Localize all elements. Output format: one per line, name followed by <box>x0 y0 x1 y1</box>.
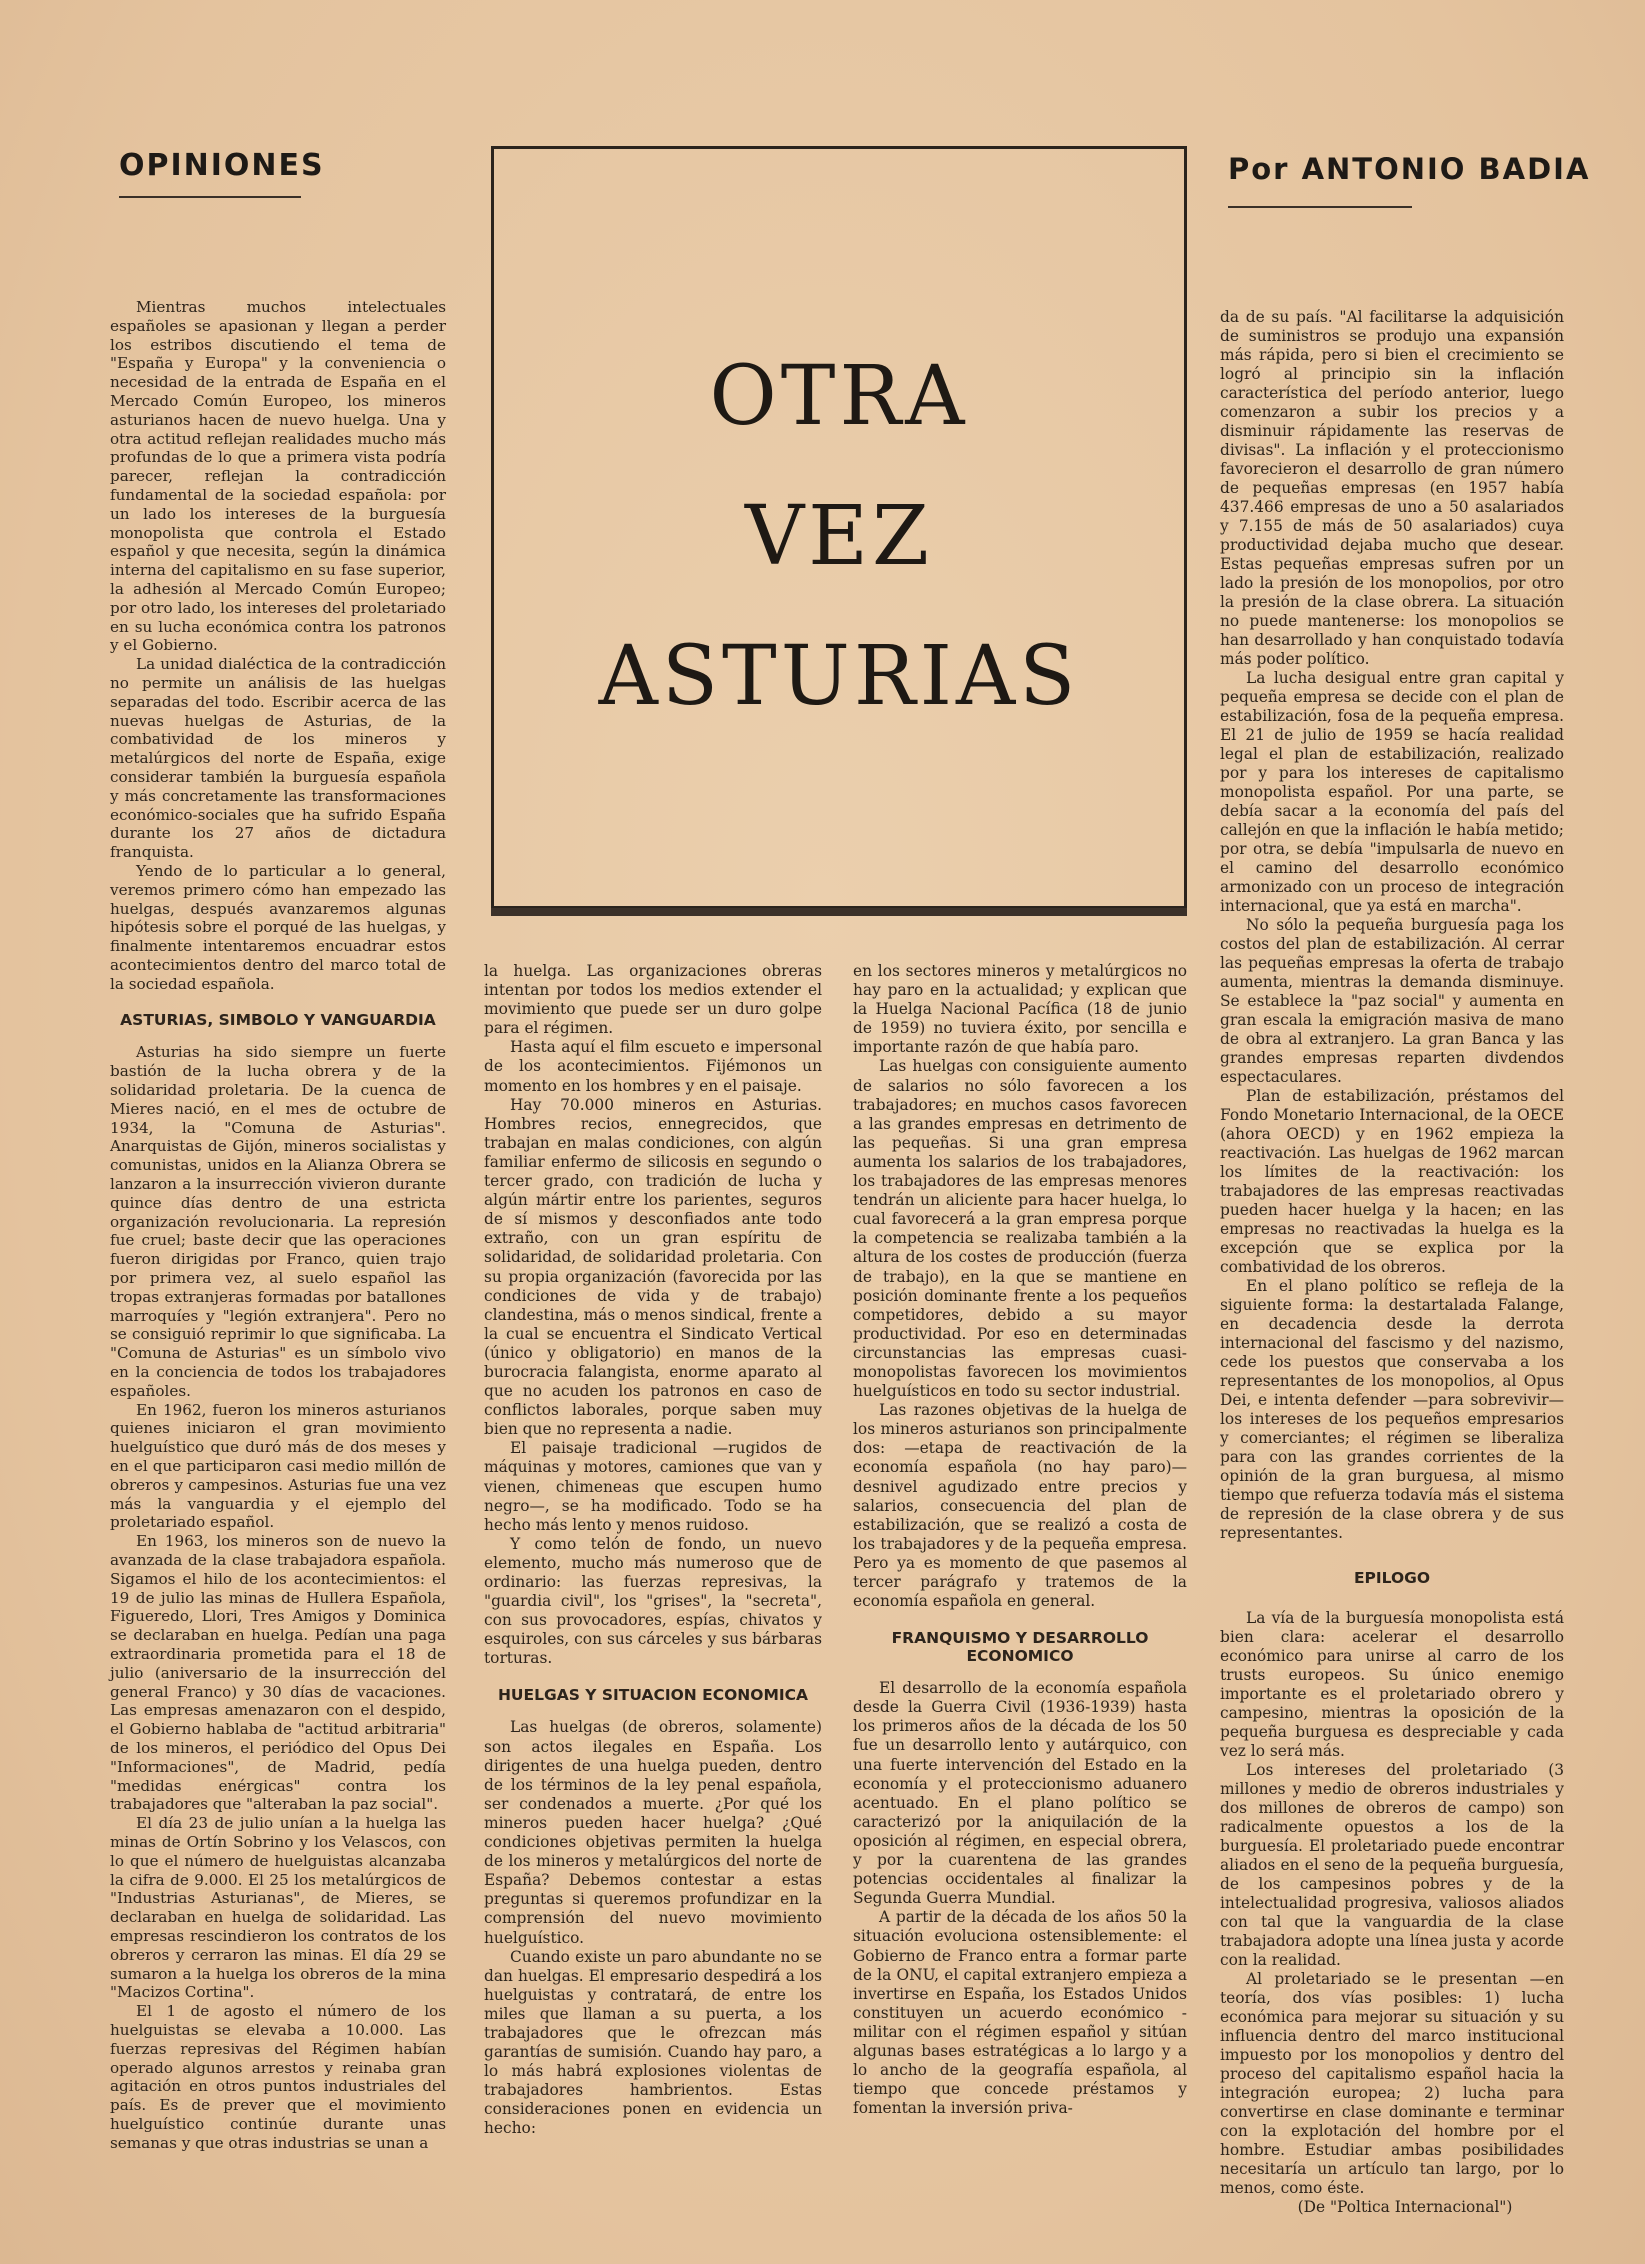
column-3 <box>853 962 1187 2118</box>
paragraph: Hay 70.000 mineros en Asturias. Hombres recios, ennegrecidos, que trabajan en malas condiciones, con algún familiar enfermo de silicosis en segundo o tercer grado, con tradición de lucha y algún mártir entre los parientes, seguros de sí mismos y desconfiados ante todo extraño, con un gran espíritu de solidaridad, de solidaridad proletaria. Con su propia organización (favorecida por las condiciones de vida y de trabajo) clandestina, más o menos sindical, frente a la cual se encuentra el Sindicato Vertical (único y obligatorio) en manos de la burocracia falangista, enorme aparato al que no acuden los patronos en caso de conflictos laborales, porque saben muy bien que no representa a nadie. <box>484 1095 822 1439</box>
paragraph: Al proletariado se le presentan —en teoría, dos vías posibles: 1) lucha económica para mejorar su situación y su influencia dentro del marco institucional impuesto por los monopolios y dentro del proceso del capitalismo español hacia la integración europea; 2) lucha para convertirse en clase dominante e terminar con la explotación del hombre por el hombre. Estudiar ambas posibilidades necesitaría un artículo tan largo, por lo menos, como éste. <box>1220 1970 1564 2197</box>
section-label: OPINIONES <box>119 148 325 183</box>
subhead-franquismo: FRANQUISMO Y DESARROLLO ECONOMICO <box>891 1629 1149 1666</box>
paragraph: Hasta aquí el film escueto e impersonal de los acontecimientos. Fijémonos un momento en los hombres y en el paisaje. <box>484 1038 822 1095</box>
title-box-bottom-bar <box>491 908 1187 916</box>
title-box <box>491 146 1187 909</box>
paragraph: El paisaje tradicional —rugidos de máquinas y motores, camiones que van y vienen, chimeneas que escupen humo negro—, se ha modificado. Todo se ha hecho más lento y menos ruidoso. <box>484 1439 822 1534</box>
subhead-asturias: ASTURIAS, SIMBOLO Y VANGUARDIA <box>120 1011 436 1030</box>
paragraph: Cuando existe un paro abundante no se dan huelgas. El empresario despedirá a los huelguistas y contratará, de entre los miles que llaman a su puerta, a los trabajadores que le ofrezcan más garantías de sumisión. Cuando hay paro, a lo más habrá explosiones violentas de trabajadores hambrientos. Estas consideraciones ponen en evidencia un hecho: <box>484 1947 822 2138</box>
paragraph: Plan de estabilización, préstamos del Fondo Monetario Internacional, de la OECE (ahora OECD) y en 1962 empieza la reactivación. Las huelgas de 1962 marcan los límites de la reactivación: los trabajadores de las empresas reactivadas pueden hacer huelga y la hacen; en las empresas no reactivadas la huelga es la excepción que se explica por la combatividad de los obreros. <box>1220 1087 1564 1276</box>
paragraph: Yendo de lo particular a lo general, veremos primero cómo han empezado las huelgas, después avanzaremos algunas hipótesis sobre el porqué de las huelgas, y finalmente intentaremos encuadrar estos acontecimientos dentro del marco total de la sociedad española. <box>110 861 446 993</box>
paragraph: Las razones objetivas de la huelga de los mineros asturianos son principalmente dos: —etapa de reactivación de la economía española (no hay paro)— desnivel agudizado entre precios y salarios, consecuencia del plan de estabilización, que se realizó a costa de los trabajadores y de la pequeña empresa. Pero ya es momento de que pasemos al tercer parágrafo y tratemos de la economía española en general. <box>853 1401 1187 1611</box>
byline-rule <box>1228 206 1412 208</box>
subhead-epilogo: EPILOGO <box>1353 1569 1431 1587</box>
column-2 <box>484 962 822 2139</box>
title-line-1: OTRA <box>709 349 969 444</box>
paragraph: Las huelgas con consiguiente aumento de salarios no sólo favorecen a los trabajadores; en muchos casos favorecen a las grandes empresas en detrimento de las pequeñas. Si una gran empresa aumenta los salarios de los trabajadores, los trabajadores de las empresas menores tendrán un aliciente para hacer huelga, lo cual favorecerá a la gran empresa porque la competencia se realizaba también a la altura de los costes de producción (fuerza de trabajo), en la que se mantiene en posición dominante frente a los pequeños competidores, debido a su mayor productividad. Por eso en determinadas circunstancias las empresas cuasi-monopolistas favorecen los movimientos huelguísticos en todo su sector industrial. <box>853 1057 1187 1401</box>
paragraph: en los sectores mineros y metalúrgicos no hay paro en la actualidad; y explican que la Huelga Nacional Pacífica (18 de junio de 1959) no tuviera éxito, por sencilla e importante razón de que había paro. <box>853 962 1187 1057</box>
paragraph: En 1963, los mineros son de nuevo la avanzada de la clase trabajadora española. Sigamos el hilo de los acontecimientos: el 19 de julio las minas de Hullera Española, Figueredo, Llori, Tres Amigos y Dominica se declaraban en huelga. Pedían una paga extraordinaria prometida para el 18 de julio (aniversario de la insurrección del general Franco) y 30 días de vacaciones. Las empresas amenazaron con el despido, el Gobierno hablaba de "actitud arbitraria" de los mineros, el periódico del Opus Dei "Informaciones", de Madrid, pedía "medidas enérgicas" contra los trabajadores que "alteraban la paz social". <box>110 1532 446 1814</box>
paragraph: da de su país. "Al facilitarse la adquisición de suministros se produjo una expansión más rápida, pero si bien el crecimiento se logró al principio sin la inflación característica del período anterior, luego comenzaron a subir los precios y a disminuir rápidamente las reservas de divisas". La inflación y el proteccionismo favorecieron el desarrollo de gran número de pequeñas empresas (en 1957 había 437.466 empresas de uno a 50 asalariados y 7.155 de más de 50 asalariados) cuya productividad dejaba mucho que desear. Estas pequeñas empresas sufren por un lado la presión de los monopolios, por otro la presión de la clase obrera. La situación no puede mantenerse: los monopolios se han desarrollado y han conquistado todavía más poder político. <box>1220 308 1564 668</box>
paragraph: En 1962, fueron los mineros asturianos quienes iniciaron el gran movimiento huelguístico que duró más de dos meses y en el que participaron casi medio millón de obreros y campesinos. Asturias fue una vez más la vanguardia y el ejemplo del proletariado español. <box>110 1400 446 1532</box>
section-rule <box>119 196 301 198</box>
paragraph: La lucha desigual entre gran capital y pequeña empresa se decide con el plan de estabilización, fosa de la pequeña empresa. El 21 de julio de 1959 se hacía realidad legal el plan de estabilización, realizado por y para los intereses de capitalismo monopolista español. Por una parte, se debía sacar a la economía del país del callejón en que la inflación le había metido; por otra, se debía "impulsarla de nuevo en el camino del desarrollo económico armonizado con un proceso de integración internacional, que ya está en marcha". <box>1220 669 1564 915</box>
paragraph: A partir de la década de los años 50 la situación evoluciona ostensiblemente: el Gobierno de Franco entra a formar parte de la ONU, el capital extranjero empieza a invertirse en España, los Estados Unidos constituyen un acuerdo económico - militar con el régimen español y sitúan algunas bases estratégicas a lo largo y a lo ancho de la geografía española, al tiempo que concede préstamos y fomentan la inversión priva- <box>853 1908 1187 2118</box>
paragraph: No sólo la pequeña burguesía paga los costos del plan de estabilización. Al cerrar las pequeñas empresas la oferta de trabajo aumenta, mientras la demanda disminuye. Se establece la "paz social" y aumenta en gran escala la emigración masiva de mano de obra al extranjero. La gran Banca y las grandes empresas reparten divdendos espectaculares. <box>1220 916 1564 1086</box>
paragraph: Mientras muchos intelectuales españoles se apasionan y llegan a perder los estribos discutiendo el tema de "España y Europa" y la conveniencia o necesidad de la entrada de España en el Mercado Común Europeo, los mineros asturianos hacen de nuevo huelga. Una y otra actitud reflejan realidades mucho más profundas de lo que a primera vista podría parecer, reflejan la contradicción fundamental de la sociedad española: por un lado los intereses de la burguesía monopolista que controla el Estado español y que necesita, según la dinámica interna del capitalismo en su fase superior, la adhesión al Mercado Común Europeo; por otro lado, los intereses del proletariado en su lucha económica contra los patronos y el Gobierno. <box>110 298 446 655</box>
subhead-huelgas: HUELGAS Y SITUACION ECONOMICA <box>497 1686 809 1705</box>
column-4 <box>1220 308 1564 2217</box>
paragraph: Y como telón de fondo, un nuevo elemento, mucho más numeroso que de ordinario: las fuerzas represivas, la "guardia civil", los "grises", la "secreta", con sus provocadores, espías, chivatos y esquiroles, con sus cárceles y sus bárbaras torturas. <box>484 1534 822 1668</box>
paragraph: La unidad dialéctica de la contradicción no permite un análisis de las huelgas separadas del todo. Escribir acerca de las nuevas huelgas de Asturias, de la combatividad de los mineros y metalúrgicos del norte de España, exige considerar también la burguesía española y más concretamente las transformaciones económico-sociales que ha sufrido España durante los 27 años de dictadura franquista. <box>110 655 446 862</box>
paragraph: Asturias ha sido siempre un fuerte bastión de la lucha obrera y de la solidaridad proletaria. De la cuenca de Mieres nació, en el mes de octubre de 1934, la "Comuna de Asturias". Anarquistas de Gijón, mineros socialistas y comunistas, unidos en la Alianza Obrera se lanzaron a la insurrección vivieron durante quince días dentro de una estricta organización revolucionaria. La represión fue cruel; baste decir que las operaciones fueron dirigidas por Franco, quien trajo por primera vez, al suelo español las tropas extranjeras formadas por batallones marroquíes y "legión extranjera". Pero no se consiguió reprimir lo que significaba. La "Comuna de Asturias" es un símbolo vivo en la conciencia de todos los trabajadores españoles. <box>110 1043 446 1400</box>
title-line-2: VEZ <box>744 489 934 584</box>
paragraph: El día 23 de julio unían a la huelga las minas de Ortín Sobrino y los Velascos, con lo que el número de huelguistas alcanzaba la cifra de 9.000. El 25 los metalúrgicos de "Industrias Asturianas", de Mieres, se declaraban en huelga de solidaridad. Las empresas rescindieron los contratos de los obreros y cerraron las minas. El día 29 se sumaron a la huelga los obreros de la mina "Macizos Cortina". <box>110 1814 446 2002</box>
byline: Por ANTONIO BADIA <box>1228 152 1591 186</box>
paragraph: El desarrollo de la economía española desde la Guerra Civil (1936-1939) hasta los primeros años de la década de los 50 fue un desarrollo lento y autárquico, con una fuerte intervención del Estado en la economía y el proteccionismo aduanero acentuado. En el plano político se caracterizó por la aniquilación de la oposición al régimen, en especial obrera, y por la cuarentena de las grandes potencias occidentales al finalizar la Segunda Guerra Mundial. <box>853 1679 1187 1908</box>
paragraph: El 1 de agosto el número de los huelguistas se elevaba a 10.000. Las fuerzas represivas del Régimen habían operado algunos arrestos y reinaba gran agitación en otros puntos industriales del país. Es de prever que el movimiento huelguístico continúe durante unas semanas y que otras industrias se unan a <box>110 2002 446 2152</box>
paragraph: Las huelgas (de obreros, solamente) son actos ilegales en España. Los dirigentes de una huelga pueden, dentro de los términos de la ley penal española, ser condenados a muerte. ¿Por qué los mineros pueden hacer huelga? ¿Qué condiciones objetivas permiten la huelga de los mineros y metalúrgicos del norte de España? Debemos contestar a estas preguntas si queremos profundizar en la comprensión del nuevo movimiento huelguístico. <box>484 1718 822 1947</box>
column-1 <box>110 298 446 2153</box>
title-line-3: ASTURIAS <box>598 629 1080 724</box>
paragraph: La vía de la burguesía monopolista está bien clara: acelerar el desarrollo económico para unirse al carro de los trusts europeos. Su único enemigo importante es el proletariado obrero y campesino, mientras la oposición de la pequeña burguesa es despreciable y cada vez lo será más. <box>1220 1609 1564 1760</box>
attribution: (De "Poltica Internacional") <box>1297 2198 1513 2216</box>
paragraph: En el plano político se refleja de la siguiente forma: la destartalada Falange, en decadencia desde la derrota internacional del fascismo y del nazismo, cede los puestos que conservaba a los representantes de los monopolios, al Opus Dei, e intenta defender —para sobrevivir— los intereses de los pequeños empresarios y comerciantes; el régimen se liberaliza para con las grandes corrientes de la opinión de la gran burguesa, al mismo tiempo que refuerza todavía más el sistema de represión de la clase obrera y de sus representantes. <box>1220 1277 1564 1542</box>
paragraph: Los intereses del proletariado (3 millones y medio de obreros industriales y dos millones de obreros de campo) son radicalmente opuestos a los de la burguesía. El proletariado puede encontrar aliados en el seno de la pequeña burguesía, de los campesinos pobres y de la intelectualidad progresiva, valiosos aliados con tal que la vanguardia de la clase trabajadora adopte una línea justa y acorde con la realidad. <box>1220 1761 1564 1969</box>
paragraph: la huelga. Las organizaciones obreras intentan por todos los medios extender el movimiento que puede ser un duro golpe para el régimen. <box>484 962 822 1038</box>
